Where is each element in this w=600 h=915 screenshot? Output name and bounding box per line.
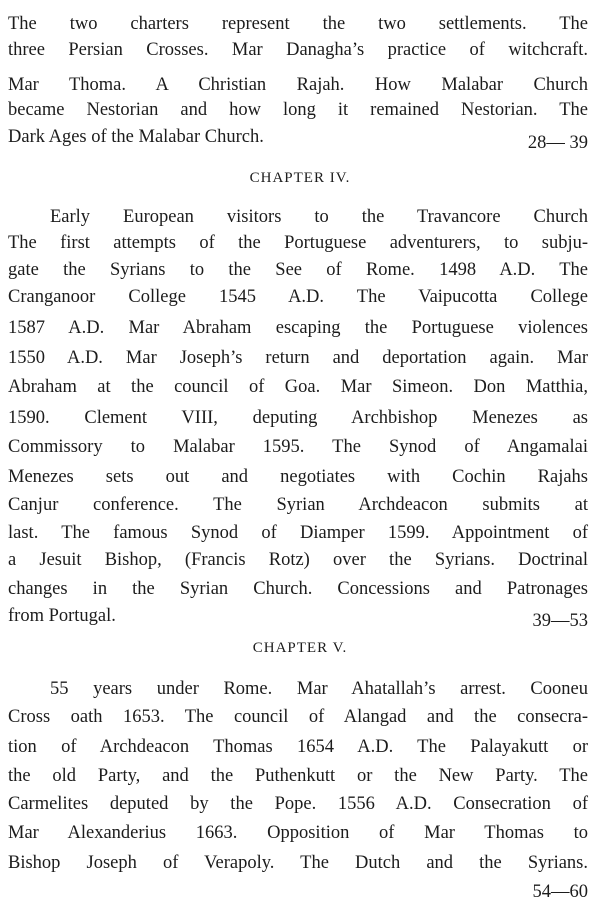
contents-line: The two charters represent the two settlements. The	[8, 14, 588, 34]
contents-line: The first attempts of the Portuguese adventurers, to subju-	[8, 233, 588, 253]
contents-line: became Nestorian and how long it remained Nestorian. The	[8, 100, 588, 120]
contents-line: Carmelites deputed by the Pope. 1556 A.D. Consecration of	[8, 794, 588, 814]
contents-line: 1587 A.D. Mar Abraham escaping the Portuguese violences	[8, 318, 588, 338]
page-range: 54—60	[532, 882, 588, 902]
contents-line: gate the Syrians to the See of Rome. 1498 A.D. The	[8, 260, 588, 280]
contents-line: Cranganoor College 1545 A.D. The Vaipucotta College	[8, 287, 588, 307]
page-range: 39—53	[532, 611, 588, 631]
contents-line: changes in the Syrian Church. Concessions and Patronages	[8, 579, 588, 599]
contents-line: Canjur conference. The Syrian Archdeacon submits at	[8, 495, 588, 515]
contents-line: 1590. Clement VIII, deputing Archbishop Menezes as	[8, 408, 588, 428]
contents-line: a Jesuit Bishop, (Francis Rotz) over the Syrians. Doctrinal	[8, 550, 588, 570]
contents-line: Commissory to Malabar 1595. The Synod of Angamalai	[8, 437, 588, 457]
contents-line: Mar Alexanderius 1663. Opposition of Mar Thomas to	[8, 823, 588, 843]
contents-line: 1550 A.D. Mar Joseph’s return and deportation again. Mar	[8, 348, 588, 368]
chapter-heading: CHAPTER IV.	[249, 170, 351, 186]
contents-line: Menezes sets out and negotiates with Cochin Rajahs	[8, 467, 588, 487]
contents-line: 55 years under Rome. Mar Ahatallah’s arrest. Cooneu	[50, 679, 588, 699]
contents-line: the old Party, and the Puthenkutt or the New Party. The	[8, 766, 588, 786]
page-range: 28— 39	[527, 133, 588, 153]
contents-line: Cross oath 1653. The council of Alangad and the consecra-	[8, 707, 588, 727]
contents-line: last. The famous Synod of Diamper 1599. Appointment of	[8, 523, 588, 543]
contents-line: from Portugal.	[8, 606, 116, 626]
contents-line: tion of Archdeacon Thomas 1654 A.D. The Palayakutt or	[8, 737, 588, 757]
contents-line: Early European visitors to the Travancore Church	[50, 207, 588, 227]
contents-line: Abraham at the council of Goa. Mar Simeon. Don Matthia,	[8, 377, 588, 397]
contents-line: three Persian Crosses. Mar Danagha’s practice of witchcraft.	[8, 40, 588, 60]
chapter-heading: CHAPTER V.	[252, 640, 348, 656]
contents-line: Mar Thoma. A Christian Rajah. How Malabar Church	[8, 75, 588, 95]
contents-line: Dark Ages of the Malabar Church.	[8, 127, 264, 147]
contents-line: Bishop Joseph of Verapoly. The Dutch and the Syrians.	[8, 853, 588, 873]
